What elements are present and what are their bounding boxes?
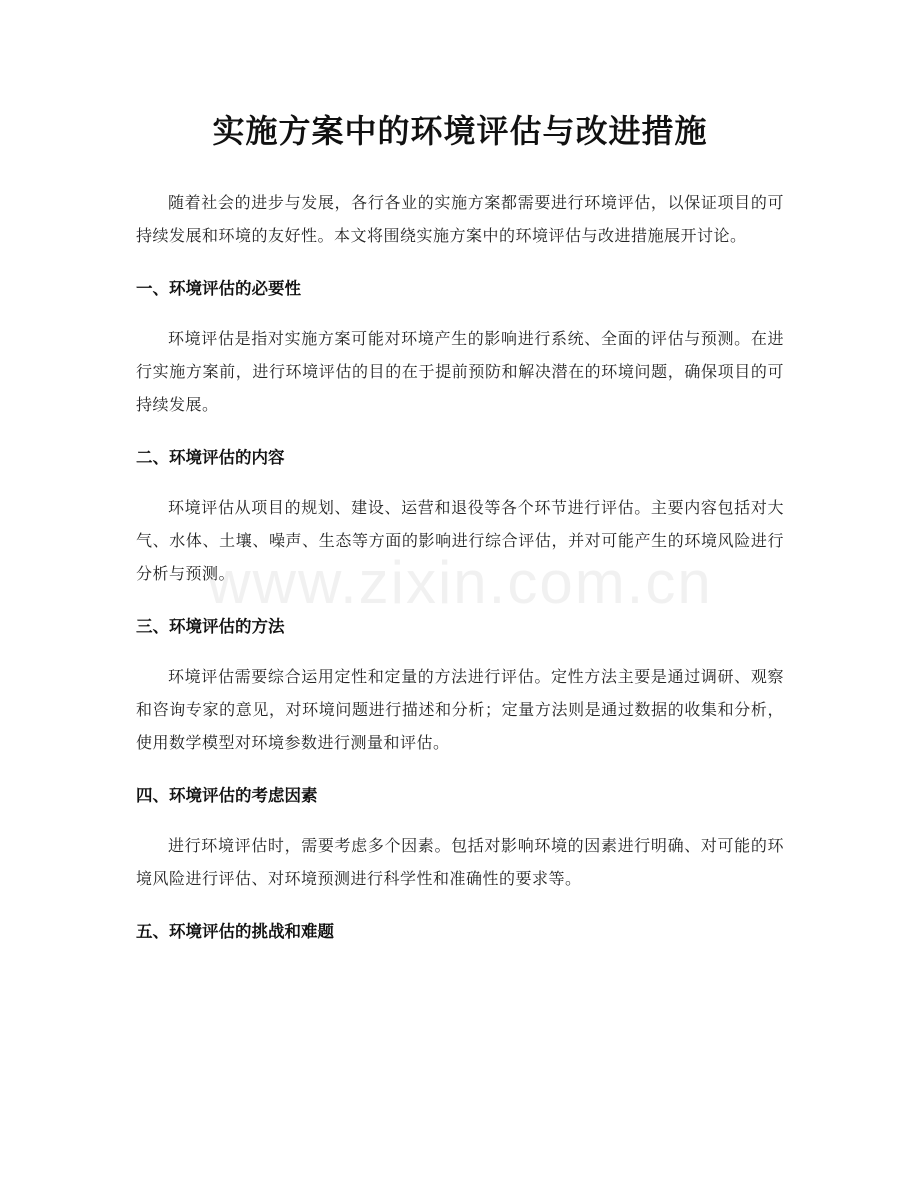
section-2-heading: 二、环境评估的内容 — [136, 448, 285, 467]
document-body — [136, 186, 784, 944]
section-2-paragraph: 环境评估从项目的规划、建设、运营和退役等各个环节进行评估。主要内容包括对大气、水体、土壤、噪声、生态等方面的影响进行综合评估，并对可能产生的环境风险进行分析与预测。 — [136, 498, 784, 583]
section-5-heading: 五、环境评估的挑战和难题 — [136, 922, 334, 941]
section-1-heading: 一、环境评估的必要性 — [136, 279, 301, 298]
document-title: 实施方案中的环境评估与改进措施 — [212, 112, 708, 150]
section-1-paragraph: 环境评估是指对实施方案可能对环境产生的影响进行系统、全面的评估与预测。在进行实施方案前，进行环境评估的目的在于提前预防和解决潜在的环境问题，确保项目的可持续发展。 — [136, 329, 784, 414]
intro-paragraph: 随着社会的进步与发展，各行各业的实施方案都需要进行环境评估，以保证项目的可持续发展和环境的友好性。本文将围绕实施方案中的环境评估与改进措施展开讨论。 — [136, 193, 784, 245]
section-3-paragraph: 环境评估需要综合运用定性和定量的方法进行评估。定性方法主要是通过调研、观察和咨询专家的意见，对环境问题进行描述和分析；定量方法则是通过数据的收集和分析，使用数学模型对环境参数进行测量和评估。 — [136, 667, 784, 752]
section-4-paragraph: 进行环境评估时，需要考虑多个因素。包括对影响环境的因素进行明确、对可能的环境风险进行评估、对环境预测进行科学性和准确性的要求等。 — [136, 836, 784, 888]
section-4-heading: 四、环境评估的考虑因素 — [136, 786, 318, 805]
watermark-text: www.zixin.com.cn — [207, 549, 713, 616]
section-3-heading: 三、环境评估的方法 — [136, 617, 285, 636]
